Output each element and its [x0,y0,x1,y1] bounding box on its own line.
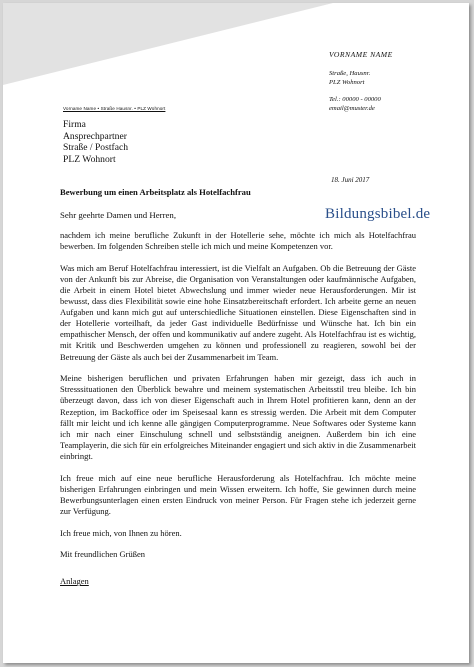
letter-date: 18. Juni 2017 [331,176,370,184]
sender-email: email@muster.de [329,105,375,112]
paragraph-intro: nachdem ich meine berufliche Zukunft in der Hotellerie sehe, möchte ich mich als Hotelfachfrau bewerben. Im folgenden Schreiben stelle ich mich und meine Kompetenzen vor. [60,230,416,252]
paragraph-outlook: Ich freue mich auf eine neue berufliche Herausforderung als Hotelfachfrau. Ich möchte meine bisherigen Erfahrungen einbringen und mein Wissen erweitern. Ich hoffe, Sie gewinnen durch meine Bewerbungsunterlagen einen ersten Eindruck von meiner Person. Für Fragen stehe ich jederzeit gerne zur Verfügung. [60,472,416,516]
sender-name: VORNAME NAME [329,50,393,59]
attachments-label: Anlagen [60,576,89,587]
recipient-city: PLZ Wohnort [63,153,116,165]
letter-subject: Bewerbung um einen Arbeitsplatz als Hotelfachfrau [60,187,251,197]
sender-city: PLZ Wohnort [329,79,365,86]
sender-phone: Tel.: 00000 - 00000 [329,95,381,103]
return-address-line: Vorname Name • Straße Hausnr. • PLZ Wohnort [63,106,166,111]
recipient-company: Firma [63,119,86,130]
letter-body [60,230,416,598]
paragraph-motivation: Was mich am Beruf Hotelfachfrau interessiert, ist die Vielfalt an Aufgaben. Ob die Betreuung der Gäste von der Ankunft bis zur Abreise, die Organisation von Veranstaltungen oder kaufmännische Aufgaben, die Arbeit in einem Hotel bietet Abwechslung und immer wieder neue Herausforderungen. Mir ist bewusst, dass dies Flexibilität sowie eine hohe Einsatzbereitschaft erfordert. Ich arbeite gerne an neuen Aufgaben und kann mich gut auf unterschiedliche Situationen einstellen. Diese Eigenschaften sind in der Hotellerie vorteilhaft, da jeder Gast individuelle Bedürfnisse und Wünsche hat. Ich bin ein empathischer Mensch, der offen und kommunikativ auf andere zugeht. Als Hotelfachfrau ist es wichtig, mit Kritik und Beschwerden umgehen zu können und professionell zu reagieren, sowohl bei der Betreuung der Gäste als auch bei der Zusammenarbeit im Team. [60,262,416,362]
sender-street: Straße, Hausnr. [329,69,371,77]
letter-page [3,3,469,663]
closing-formula: Mit freundlichen Grüßen [60,549,145,560]
recipient-contact: Ansprechpartner [63,130,127,142]
sender-block [329,50,393,114]
paragraph-closing-sentence: Ich freue mich, von Ihnen zu hören. [60,527,182,538]
watermark-logo: Bildungsbibel.de [325,206,431,222]
paragraph-experience: Meine bisherigen beruflichen und privaten Erfahrungen haben mir gezeigt, dass ich auch in Stresssituationen den Überblick bewahre und meinem systematischen Arbeitsstil treu bleibe. Ich bin überzeugt davon, dass ich von dieser Eigenschaft auch in Ihrem Hotel profitieren kann, denn an der Rezeption, im Backoffice oder im Speisesaal kann es stressig werden. Die Arbeit mit dem Computer fällt mir leicht und ich kenne alle gängigen Computerprogramme. Neue Softwares oder Systeme kann ich mir nach einer Einschulung schnell und selbstständig aneignen. Außerdem bin ich eine Teamplayerin, die sich für ein erfolgreiches Miteinander engagiert und sich aktiv in die Zusammenarbeit einbringt. [60,373,416,461]
recipient-block [63,119,128,165]
salutation: Sehr geehrte Damen und Herren, [60,210,177,220]
corner-decoration [3,3,333,85]
recipient-street: Straße / Postfach [63,142,129,154]
